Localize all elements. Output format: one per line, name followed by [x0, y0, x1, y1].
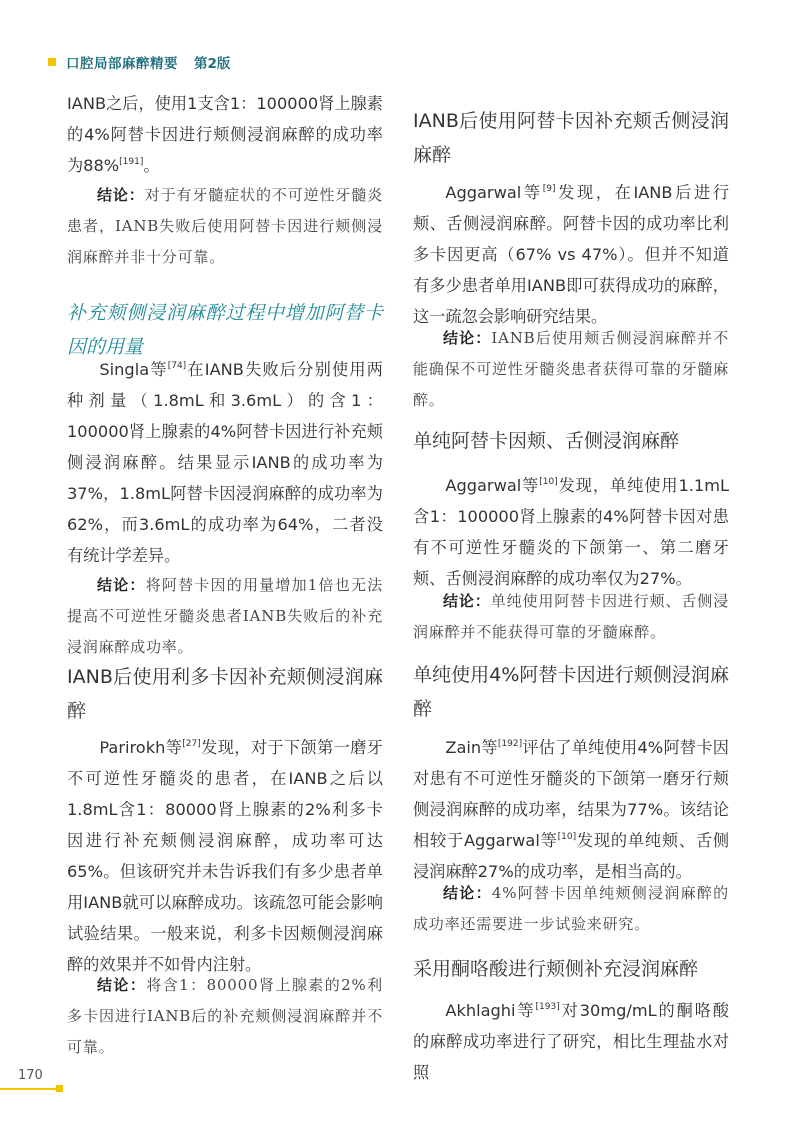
section-heading: 采用酮咯酸进行颊侧补充浸润麻醉 [413, 958, 699, 980]
section-heading: 补充颊侧浸润麻醉过程中增加阿替卡因的用量 [67, 302, 383, 358]
paragraph: Singla等[74]在IANB失败后分别使用两种剂量（1.8mL和3.6mL）的含1：100000肾上腺素的4%阿替卡因进行补充颊侧浸润麻醉。结果显示IANB的成功率为37%，1.8mL阿替卡因浸润麻醉的成功率为62%，而3.6mL的成功率为64%，二者没有统计学差异。 [67, 360, 383, 565]
conclusion: 结论：将阿替卡因的用量增加1倍也无法提高不可逆性牙髓炎患者IANB失败后的补充浸润麻醉成功率。 [67, 576, 384, 656]
running-header [48, 52, 230, 72]
paragraph: Parirokh等[27]发现，对于下颌第一磨牙不可逆性牙髓炎的患者，在IANB之后以1.8mL含1：80000肾上腺素的2%利多卡因进行补充颊侧浸润麻醉，成功率可达65%。但该研究并未告诉我们有多少患者单用IANB就可以麻醉成功。该疏忽可能会影响试验结果。一般来说，利多卡因颊侧浸润麻醉的效果并不如骨内注射。 [67, 738, 383, 974]
conclusion: 结论：IANB后使用颊舌侧浸润麻醉并不能确保不可逆性牙髓炎患者获得可靠的牙髓麻醉。 [413, 329, 730, 409]
paragraph: IANB之后，使用1支含1：100000肾上腺素的4%阿替卡因进行颊侧浸润麻醉的成功率为88%[191]。 [67, 94, 383, 175]
footer-rule [0, 1088, 60, 1090]
footer-square-icon [56, 1085, 63, 1092]
edition: 第2版 [194, 56, 231, 72]
conclusion: 结论：将含1：80000肾上腺素的2%利多卡因进行IANB后的补充颊侧浸润麻醉并不可靠。 [67, 976, 383, 1056]
paragraph: Akhlaghi等[193]对30mg/mL的酮咯酸的麻醉成功率进行了研究，相比生理盐水对照 [413, 1001, 729, 1082]
conclusion: 结论：4%阿替卡因单纯颊侧浸润麻醉的成功率还需要进一步试验来研究。 [413, 884, 729, 933]
book-title: 口腔局部麻醉精要 [66, 56, 178, 72]
paragraph: Aggarwal等[9]发现，在IANB后进行颊、舌侧浸润麻醉。阿替卡因的成功率比利多卡因更高（67% vs 47%）。但并不知道有多少患者单用IANB即可获得成功的麻醉，这一疏忽会影响研究结果。 [413, 183, 730, 326]
paragraph: Zain等[192]评估了单纯使用4%阿替卡因对患有不可逆性牙髓炎的下颌第一磨牙行颊侧浸润麻醉的成功率，结果为77%。该结论相较于Aggarwal等[10]发现的单纯颊、舌侧浸润麻醉27%的成功率，是相当高的。 [413, 738, 730, 881]
conclusion: 结论：对于有牙髓症状的不可逆性牙髓炎患者，IANB失败后使用阿替卡因进行颊侧浸润麻醉并非十分可靠。 [67, 186, 383, 266]
page-number: 170 [18, 1068, 43, 1083]
paragraph: Aggarwal等[10]发现，单纯使用1.1mL含1：100000肾上腺素的4%阿替卡因对患有不可逆性牙髓炎的下颌第一、第二磨牙颊、舌侧浸润麻醉的成功率仅为27%。 [413, 476, 729, 588]
section-heading: 单纯使用4%阿替卡因进行颊侧浸润麻醉 [413, 664, 729, 720]
header-square-icon [48, 58, 56, 66]
section-heading: IANB后使用阿替卡因补充颊舌侧浸润麻醉 [413, 110, 729, 166]
conclusion: 结论：单纯使用阿替卡因进行颊、舌侧浸润麻醉并不能获得可靠的牙髓麻醉。 [413, 592, 729, 641]
section-heading: 单纯阿替卡因颊、舌侧浸润麻醉 [413, 430, 680, 452]
section-heading: IANB后使用利多卡因补充颊侧浸润麻醉 [67, 666, 383, 722]
